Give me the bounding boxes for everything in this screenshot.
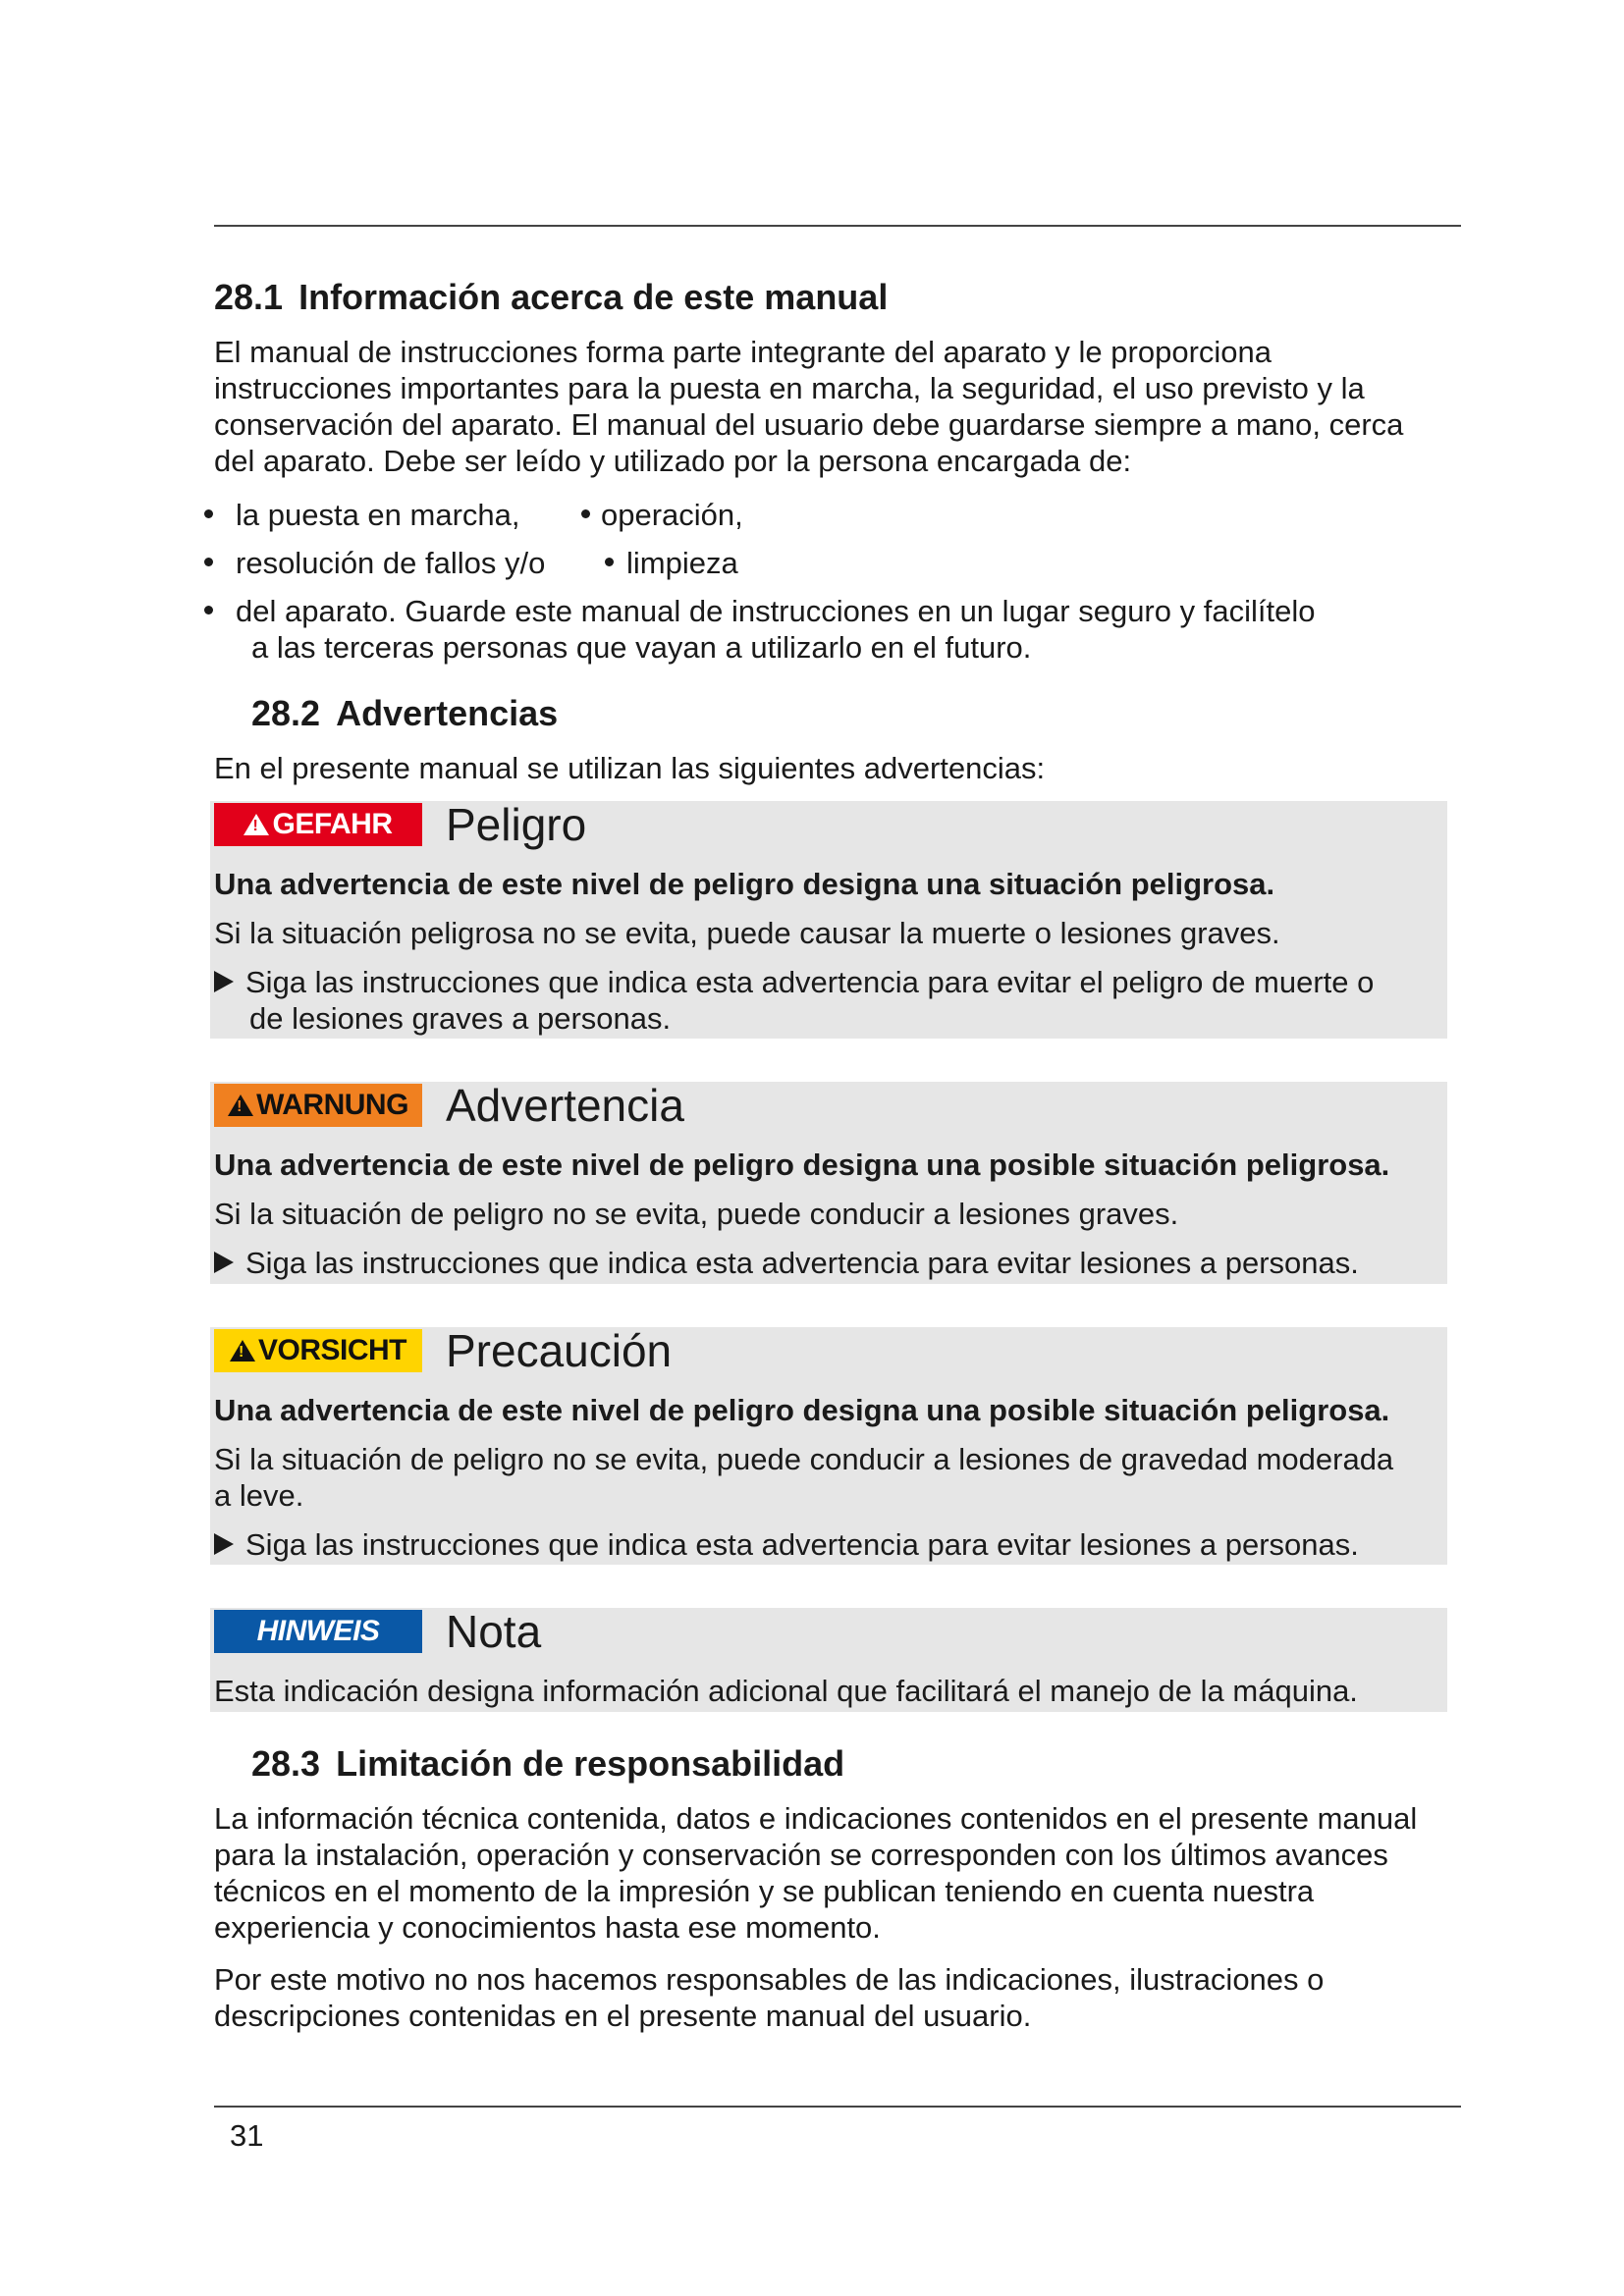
danger-box: ! GEFAHR Peligro Una advertencia de este nivel de peligro designa una situación peligrosa. Si la situación peligrosa no se evita, puede causar la muerte o lesiones graves. Siga las instrucciones que indica esta advertencia para evitar el peligro de muerte o de lesiones graves a personas.: [210, 801, 1447, 1039]
header-rule: [214, 225, 1461, 227]
notice-box: [210, 1608, 1447, 1712]
section-heading-28-3: 28.3 Limitación de responsabilidad: [251, 1743, 845, 1784]
footer-rule: [214, 2106, 1461, 2108]
warning-action: Siga las instrucciones que indica esta advertencia para evitar lesiones a personas.: [214, 1245, 1359, 1281]
page-number: 31: [230, 2118, 264, 2153]
notice-text: Esta indicación designa información adicional que facilitará el manejo de la máquina.: [214, 1674, 1358, 1708]
warning-definition: Una advertencia de este nivel de peligro designa una posible situación peligrosa.: [214, 1148, 1390, 1182]
warnings-intro: En el presente manual se utilizan las siguientes advertencias:: [214, 751, 1046, 785]
warning-title: Advertencia: [446, 1080, 684, 1131]
warning-triangle-icon: [230, 1340, 255, 1362]
section-heading-28-1: 28.1 Información acerca de este manual: [214, 277, 889, 317]
action-arrow-icon: [214, 971, 234, 992]
bullet-dot: [605, 558, 614, 566]
caution-box: ! VORSICHT Precaución Una advertencia de este nivel de peligro designa una posible situación peligrosa. Si la situación de peligro no se evita, puede conducir a lesiones de gravedad moderada a leve. Siga las instrucciones que indica esta advertencia para evitar lesiones a personas.: [210, 1327, 1447, 1565]
action-arrow-icon: [214, 1533, 234, 1555]
warning-triangle-icon: [244, 814, 269, 835]
bullet-row-2: resolución de fallos y/o limpieza: [204, 545, 1461, 581]
notice-title: Nota: [446, 1606, 542, 1657]
warning-consequence: Si la situación de peligro no se evita, puede conducir a lesiones graves.: [214, 1197, 1179, 1231]
danger-badge: ! GEFAHR: [214, 803, 422, 846]
caution-badge: ! VORSICHT: [214, 1329, 422, 1372]
danger-action: Siga las instrucciones que indica esta advertencia para evitar el peligro de muerte o: [214, 964, 1374, 1000]
section-heading-28-2: 28.2 Advertencias: [251, 693, 559, 733]
section-28-3-paragraph-1: La información técnica contenida, datos e indicaciones contenidos en el presente manual para la instalación, operación y conservación se corresponden con los últimos avances técnicos en el momento de la impresión y se publican teniendo en cuenta nuestra experiencia y conocimientos hasta ese momento.: [214, 1801, 1418, 1945]
section-28-1-paragraph: El manual de instrucciones forma parte integrante del aparato y le proporciona instrucciones importantes para la puesta en marcha, la seguridad, el uso previsto y la conservación del aparato. El manual del usuario debe guardarse siempre a mano, cerca del aparato. Debe ser leído y utilizado por la persona encargada de:: [214, 335, 1404, 478]
bullet-dot: [581, 509, 590, 518]
caution-definition: Una advertencia de este nivel de peligro designa una posible situación peligrosa.: [214, 1393, 1390, 1427]
caution-consequence: Si la situación de peligro no se evita, puede conducir a lesiones de gravedad moderada: [214, 1442, 1394, 1476]
warning-box: [210, 1082, 1447, 1284]
caution-title: Precaución: [446, 1325, 673, 1376]
warning-badge: ! WARNUNG: [214, 1084, 422, 1127]
warning-triangle-icon: [228, 1095, 253, 1116]
action-arrow-icon: [214, 1252, 234, 1273]
bullet-dot: [204, 606, 213, 614]
danger-title: Peligro: [446, 799, 587, 850]
bullet-row-3: del aparato. Guarde este manual de instrucciones en un lugar seguro y facilítelo a las terceras personas que vayan a utilizarlo en el futuro.: [204, 593, 1461, 666]
danger-consequence: Si la situación peligrosa no se evita, puede causar la muerte o lesiones graves.: [214, 916, 1280, 950]
bullet-row-1: la puesta en marcha, operación,: [204, 497, 1461, 533]
bullet-dot: [204, 558, 213, 566]
caution-action: Siga las instrucciones que indica esta advertencia para evitar lesiones a personas.: [214, 1526, 1359, 1563]
section-28-3-paragraph-2: Por este motivo no nos hacemos responsables de las indicaciones, ilustraciones o descripciones contenidas en el presente manual del usuario.: [214, 1962, 1325, 2033]
bullet-dot: [204, 509, 213, 518]
notice-badge: HINWEIS: [214, 1610, 422, 1653]
danger-definition: Una advertencia de este nivel de peligro designa una situación peligrosa.: [214, 867, 1275, 901]
